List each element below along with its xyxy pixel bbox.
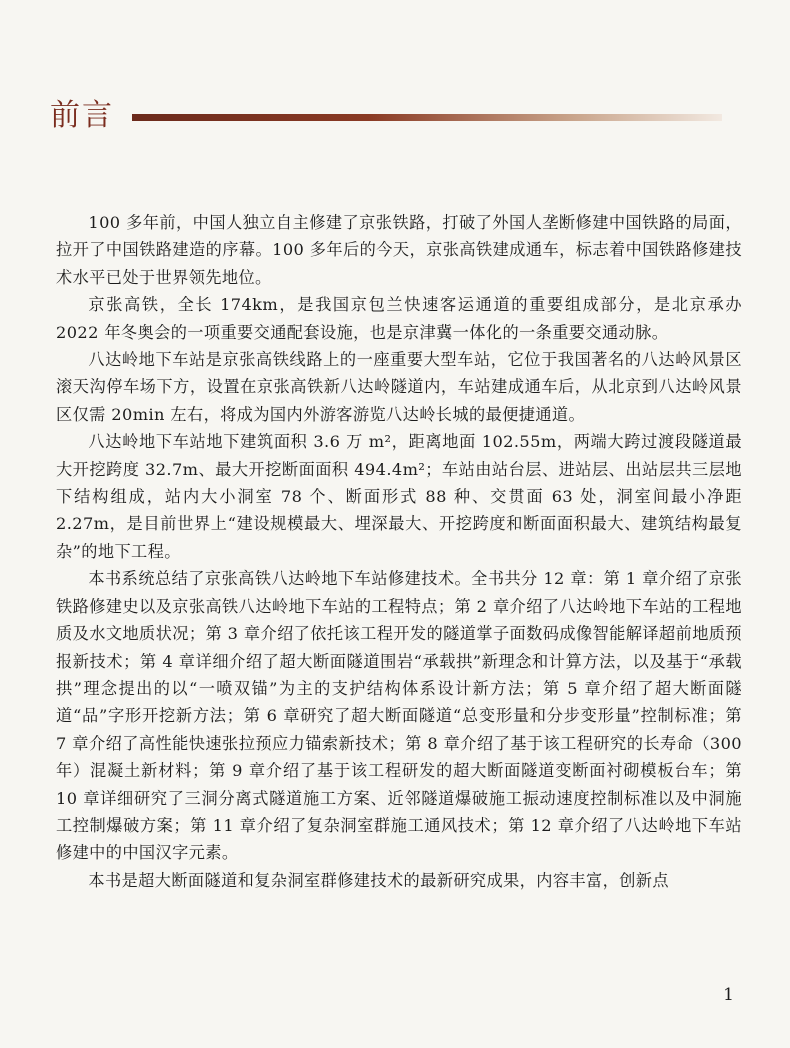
page-number: 1 (723, 985, 734, 1005)
section-heading (50, 94, 750, 142)
paragraph: 100 多年前，中国人独立自主修建了京张铁路，打破了外国人垄断修建中国铁路的局面，拉开了中国铁路建造的序幕。100 多年后的今天，京张高铁建成通车，标志着中国铁路修建技术水平已处于世界领先地位。 (56, 213, 742, 287)
paragraph: 本书是超大断面隧道和复杂洞室群修建技术的最新研究成果，内容丰富，创新点 (88, 870, 669, 890)
paragraph: 本书系统总结了京张高铁八达岭地下车站修建技术。全书共分 12 章：第 1 章介绍了京张铁路修建史以及京张高铁八达岭地下车站的工程特点；第 2 章介绍了八达岭地下车站的工程地质及水文地质状况；第 3 章介绍了依托该工程开发的隧道掌子面数码成像智能解译超前地质预报新技术；第 4 章详细介绍了超大断面隧道围岩“承载拱”新理念和计算方法，以及基于“承载拱”理念提出的以“一喷双锚”为主的支护结构体系设计新方法；第 5 章介绍了超大断面隧道“品”字形开挖新方法；第 6 章研究了超大断面隧道“总变形量和分步变形量”控制标准；第 7 章介绍了高性能快速张拉预应力锚索新技术；第 8 章介绍了基于该工程研究的长寿命（300 年）混凝土新材料；第 9 章介绍了基于该工程研发的超大断面隧道变断面衬砌模板台车；第 10 章详细研究了三洞分离式隧道施工方案、近邻隧道爆破施工振动速度控制标准以及中洞施工控制爆破方案；第 11 章介绍了复杂洞室群施工通风技术；第 12 章介绍了八达岭地下车站修建中的中国汉字元素。 (56, 569, 742, 863)
section-title: 前言 (50, 98, 114, 133)
paragraph: 八达岭地下车站是京张高铁线路上的一座重要大型车站，它位于我国著名的八达岭风景区滚天沟停车场下方，设置在京张高铁新八达岭隧道内，车站建成通车后，从北京到八达岭风景区仅需 20min 左右，将成为国内外游客游览八达岭长城的最便捷通道。 (56, 350, 742, 424)
paragraph: 京张高铁，全长 174km，是我国京包兰快速客运通道的重要组成部分，是北京承办 2022 年冬奥会的一项重要交通配套设施，也是京津冀一体化的一条重要交通动脉。 (56, 295, 742, 342)
title-decorative-rule (132, 114, 722, 121)
paragraph: 八达岭地下车站地下建筑面积 3.6 万 m²，距离地面 102.55m，两端大跨过渡段隧道最大开挖跨度 32.7m、最大开挖断面面积 494.4m²；车站由站台层、进站层、出站层共三层地下结构组成，站内大小洞室 78 个、断面形式 88 种、交贯面 63 处，洞室间最小净距 2.27m，是目前世界上“建设规模最大、埋深最大、开挖跨度和断面面积最大、建筑结构最复杂”的地下工程。 (56, 432, 742, 561)
body-text (56, 209, 742, 894)
